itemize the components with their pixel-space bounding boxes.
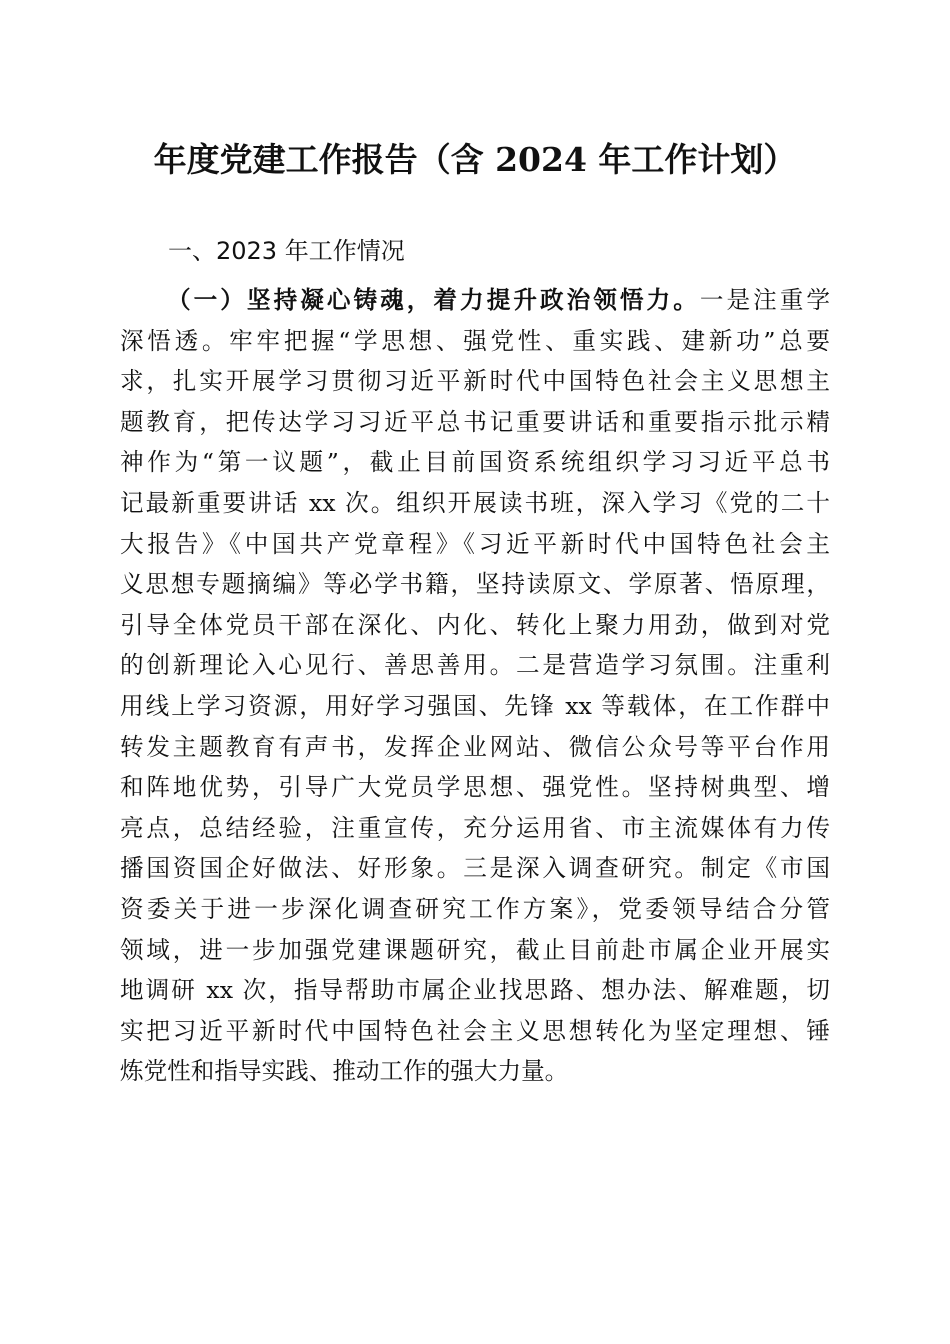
paragraph-line: 领域，进一步加强党建课题研究，截止目前赴市属企业开展实 xyxy=(120,935,830,964)
paragraph-line: 义思想专题摘编》等必学书籍，坚持读原文、学原著、悟原理， xyxy=(120,570,830,599)
paragraph-line: 的创新理论入心见行、善思善用。二是营造学习氛围。注重利 xyxy=(120,651,830,680)
paragraph-line: 记最新重要讲话 xx 次。组织开展读书班，深入学习《党的二十 xyxy=(120,488,830,517)
paragraph-line: 地调研 xx 次，指导帮助市属企业找思路、想办法、解难题，切 xyxy=(120,976,830,1005)
paragraph-line: 亮点，总结经验，注重宣传，充分运用省、市主流媒体有力传 xyxy=(120,813,830,842)
document-title: 年度党建工作报告（含 2024 年工作计划） xyxy=(153,140,797,179)
subsection-heading: （一）坚持凝心铸魂，着力提升政治领悟力。 xyxy=(167,286,700,314)
paragraph-line: 引导全体党员干部在深化、内化、转化上聚力用劲，做到对党 xyxy=(120,610,830,639)
body-text xyxy=(120,280,830,1092)
section-heading: 一、2023 年工作情况 xyxy=(168,237,405,265)
paragraph-line: 深悟透。牢牢把握“学思想、强党性、重实践、建新功”总要 xyxy=(120,326,830,355)
paragraph-line: 炼党性和指导实践、推动工作的强大力量。 xyxy=(120,1057,569,1086)
paragraph-line-text: 一是注重学 xyxy=(699,286,831,314)
paragraph-line: 求，扎实开展学习贯彻习近平新时代中国特色社会主义思想主 xyxy=(120,367,830,396)
paragraph-line: 转发主题教育有声书，发挥企业网站、微信公众号等平台作用 xyxy=(120,732,830,761)
paragraph-line: 资委关于进一步深化调查研究工作方案》，党委领导结合分管 xyxy=(120,894,830,923)
paragraph-line: 和阵地优势，引导广大党员学思想、强党性。坚持树典型、增 xyxy=(120,773,830,802)
paragraph-line xyxy=(120,280,830,321)
paragraph-line: 大报告》《中国共产党章程》《习近平新时代中国特色社会主 xyxy=(120,529,830,558)
paragraph-line: 神作为“第一议题”，截止目前国资系统组织学习习近平总书 xyxy=(120,448,830,477)
paragraph-line: 播国资国企好做法、好形象。三是深入调查研究。制定《市国 xyxy=(120,854,830,883)
paragraph-line: 用线上学习资源，用好学习强国、先锋 xx 等载体，在工作群中 xyxy=(120,691,830,720)
paragraph-line: 题教育，把传达学习习近平总书记重要讲话和重要指示批示精 xyxy=(120,407,830,436)
paragraph-line: 实把习近平新时代中国特色社会主义思想转化为坚定理想、锤 xyxy=(120,1016,830,1045)
